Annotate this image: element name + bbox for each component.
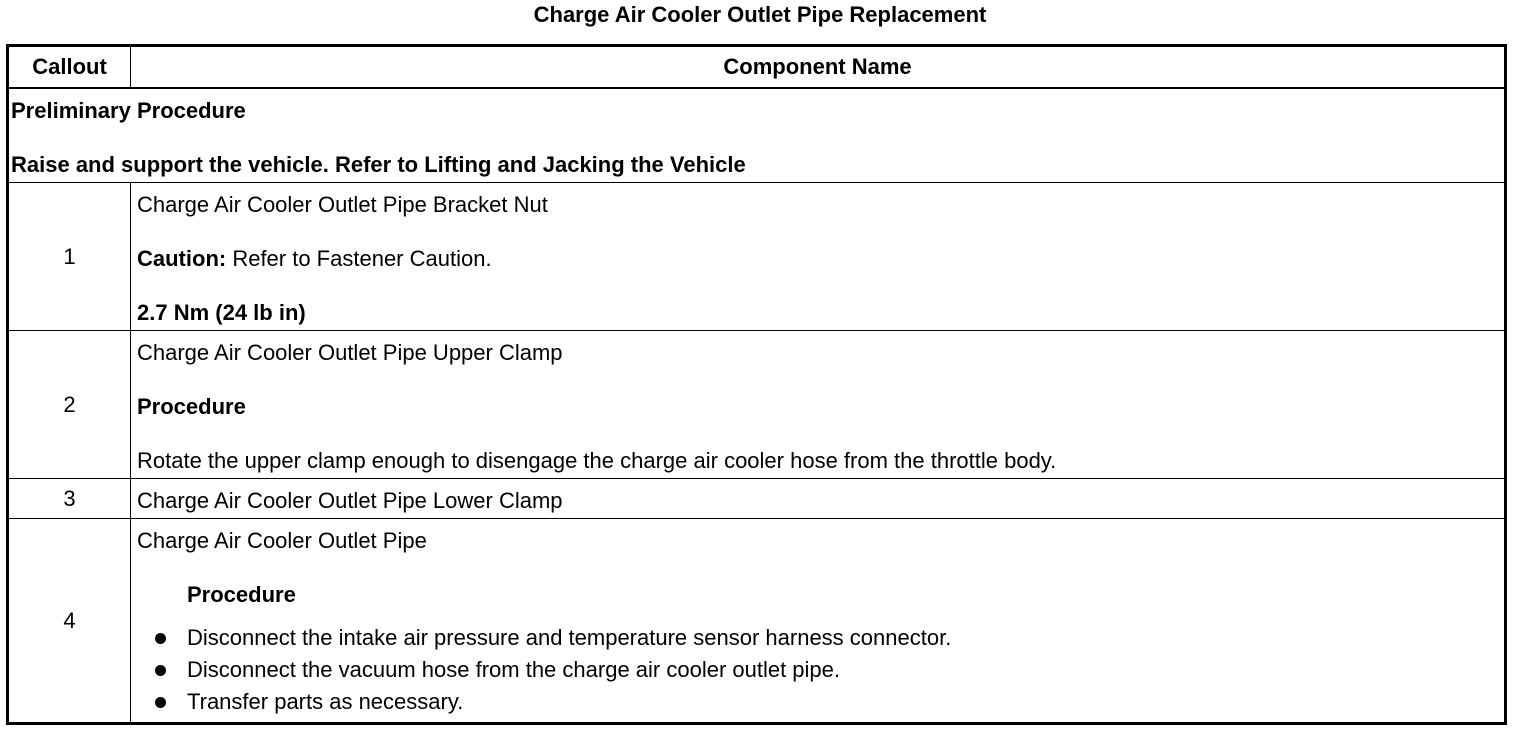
bullet-icon (155, 697, 166, 708)
preliminary-heading: Preliminary Procedure (11, 98, 246, 123)
component-name: Charge Air Cooler Outlet Pipe Bracket Nut (137, 192, 548, 217)
procedure-text: Rotate the upper clamp enough to disengage the charge air cooler hose from the throttle body. (137, 448, 1057, 473)
bullet-icon (155, 633, 166, 644)
caution-line (131, 245, 1504, 272)
procedure-table (6, 44, 1507, 725)
callout-cell: 4 (8, 519, 131, 724)
component-name: Charge Air Cooler Outlet Pipe (137, 528, 427, 553)
caution-text: Refer to Fastener Caution. (226, 246, 492, 271)
procedure-label: Procedure (187, 582, 296, 607)
list-item: Disconnect the vacuum hose from the charge air cooler outlet pipe. (131, 654, 1504, 686)
callout-cell: 1 (8, 183, 131, 331)
table-row (8, 331, 1506, 479)
procedure-bullet-list (131, 622, 1504, 718)
torque-spec: 2.7 Nm (24 lb in) (137, 300, 306, 325)
table-row (8, 479, 1506, 519)
caution-label: Caution: (137, 246, 227, 271)
component-name: Charge Air Cooler Outlet Pipe Upper Clamp (137, 340, 563, 365)
preliminary-row (8, 88, 1506, 183)
list-item: Transfer parts as necessary. (131, 686, 1504, 718)
preliminary-text: Raise and support the vehicle. Refer to Lifting and Jacking the Vehicle (11, 152, 746, 177)
component-name: Charge Air Cooler Outlet Pipe Lower Clamp (137, 488, 563, 513)
table-row (8, 183, 1506, 331)
bullet-icon (155, 665, 166, 676)
callout-cell: 2 (8, 331, 131, 479)
callout-cell: 3 (8, 479, 131, 519)
table-row (8, 519, 1506, 724)
header-callout: Callout (8, 46, 131, 89)
table-header-row (8, 46, 1506, 89)
page-title: Charge Air Cooler Outlet Pipe Replacement (533, 2, 987, 27)
procedure-label: Procedure (137, 394, 246, 419)
list-item: Disconnect the intake air pressure and temperature sensor harness connector. (131, 622, 1504, 654)
header-component-name: Component Name (131, 46, 1506, 89)
